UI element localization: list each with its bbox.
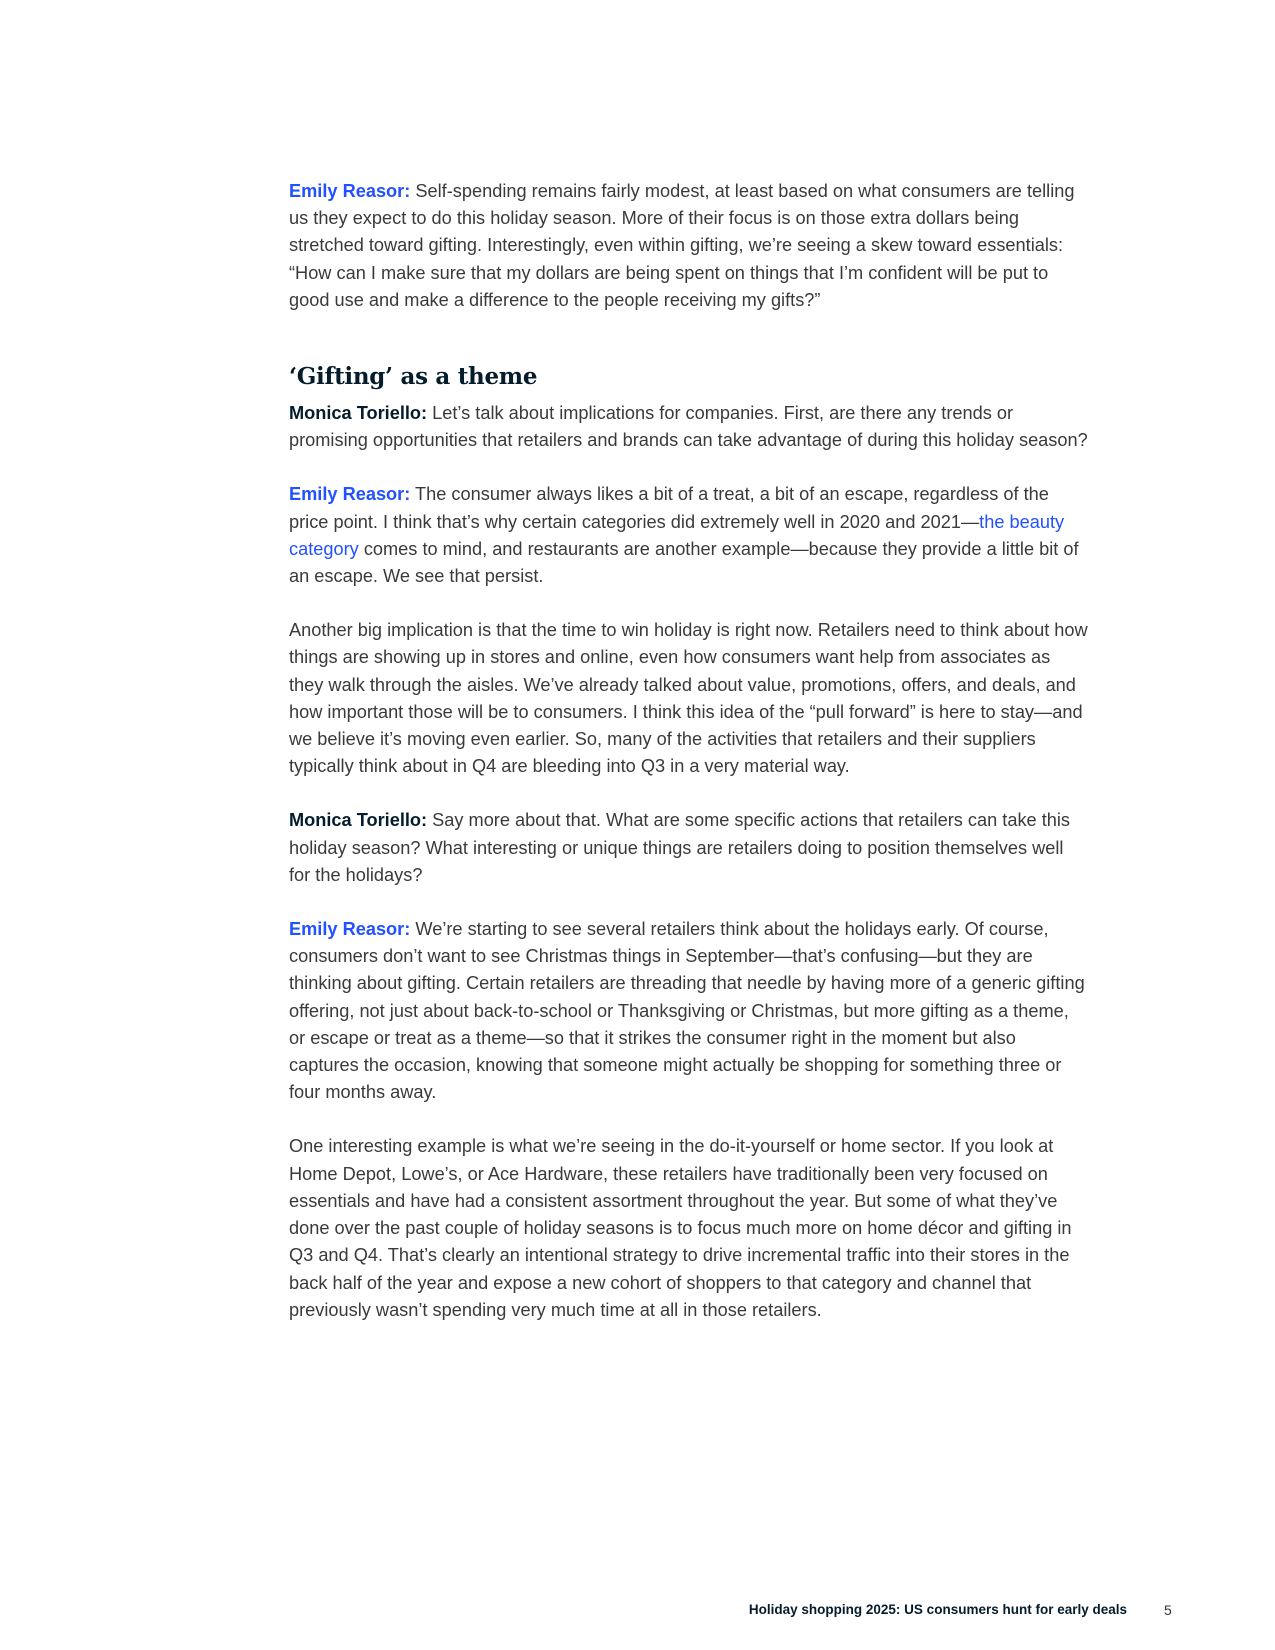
paragraph-text: Another big implication is that the time to win holiday is right now. Retailers need to think about how things are showing up in stores and online, even how consumers want help from associates as they walk through the aisles. We’ve already talked about value, promotions, offers, and deals, and how important those will be to consumers. I think this idea of the “pull forward” is here to stay—and we believe it’s moving even earlier. So, many of the activities that retailers and their suppliers typically think about in Q4 are bleeding into Q3 in a very material way.: [289, 620, 1088, 777]
speaker-name-emily-reasor: Emily Reasor:: [289, 484, 411, 505]
speaker-name-monica-toriello: Monica Toriello:: [289, 810, 428, 831]
paragraph-time-to-win: [289, 617, 1089, 780]
paragraph-emily-holidays-early: [289, 916, 1089, 1106]
paragraph-emily-self-spending: [289, 178, 1089, 314]
speaker-name-emily-reasor: Emily Reasor:: [289, 919, 411, 940]
paragraph-text: Let’s talk about implications for companies. First, are there any trends or promising opportunities that retailers and brands can take advantage of during this holiday season?: [289, 403, 1088, 451]
speaker-name-emily-reasor: Emily Reasor:: [289, 181, 411, 201]
page-number: 5: [1164, 1602, 1172, 1618]
footer-report-title: Holiday shopping 2025: US consumers hunt for early deals: [748, 1602, 1127, 1617]
beauty-category-link[interactable]: the beauty category: [289, 511, 1065, 559]
paragraph-text: Say more about that. What are some specific actions that retailers can take this holiday season? What interesting or unique things are retailers doing to position themselves well for the holidays?: [289, 810, 1071, 885]
paragraph-text: We’re starting to see several retailers think about the holidays early. Of course, consumers don’t want to see Christmas things in September—that’s confusing—but they are thinking about gifting. Certain retailers are threading that needle by having more of a generic gifting offering, not just about back-to-school or Thanksgiving or Christmas, but more gifting as a theme, or escape or treat as a theme—so that it strikes the consumer right in the moment but also captures the occasion, knowing that someone might actually be shopping for something three or four months away.: [289, 919, 1085, 1103]
paragraph-text: comes to mind, and restaurants are another example—because they provide a little bit of an escape. We see that persist.: [289, 538, 1079, 587]
paragraph-monica-specific-actions: [289, 807, 1089, 889]
section-heading-gifting: ‘Gifting’ as a theme: [289, 363, 538, 391]
paragraph-monica-implications: [289, 400, 1089, 454]
paragraph-emily-treat-escape: [289, 481, 1089, 590]
paragraph-text: The consumer always likes a bit of a treat, a bit of an escape, regardless of the price point. I think that’s why certain categories did extremely well in 2020 and 2021—: [289, 484, 1049, 532]
paragraph-home-sector-example: [289, 1133, 1089, 1323]
speaker-name-monica-toriello: Monica Toriello:: [289, 403, 428, 424]
paragraph-text: One interesting example is what we’re seeing in the do-it-yourself or home sector. If you look at Home Depot, Lowe’s, or Ace Hardware, these retailers have traditionally been very focused on essentials and have had a consistent assortment throughout the year. But some of what they’ve done over the past couple of holiday seasons is to focus much more on home décor and gifting in Q3 and Q4. That’s clearly an intentional strategy to drive incremental traffic into their stores in the back half of the year and expose a new cohort of shoppers to that category and channel that previously wasn’t spending very much time at all in those retailers.: [289, 1136, 1072, 1320]
article-body: [289, 178, 1089, 1351]
page-footer: [0, 1602, 1275, 1622]
paragraph-text: Self-spending remains fairly modest, at least based on what consumers are telling us they expect to do this holiday season. More of their focus is on those extra dollars being stretched toward gifting. Interestingly, even within gifting, we’re seeing a skew toward essentials: “How can I make sure that my dollars are being spent on things that I’m confident will be put to good use and make a difference to the people receiving my gifts?”: [289, 181, 1075, 310]
